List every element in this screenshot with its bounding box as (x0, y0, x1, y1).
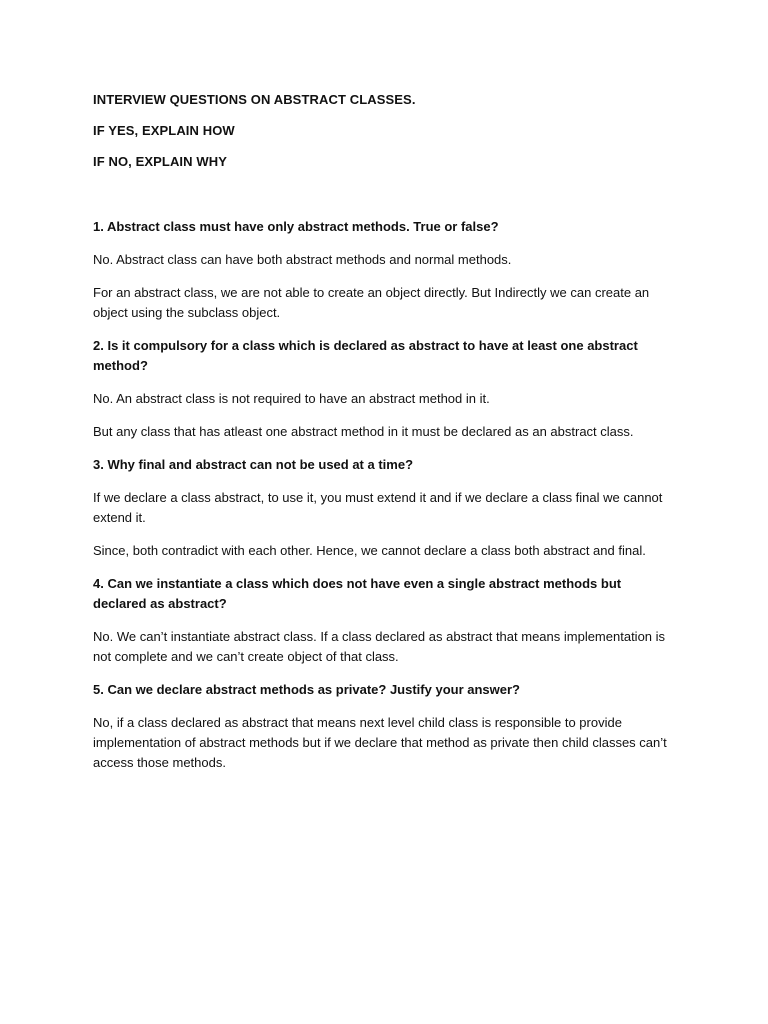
document-header (93, 90, 673, 172)
answer-4-paragraph-1: No. We can’t instantiate abstract class. If a class declared as abstract that means implementation is not complete and we can’t create object of that class. (93, 629, 666, 664)
answer-5-paragraph-1: No, if a class declared as abstract that means next level child class is responsible to provide implementation of abstract methods but if we declare that method as private then child classes can’t access those methods. (93, 715, 667, 770)
question-2: 2. Is it compulsory for a class which is declared as abstract to have at least one abstract method? (93, 338, 638, 373)
answer-3-paragraph-1: If we declare a class abstract, to use it, you must extend it and if we declare a class final we cannot extend it. (93, 490, 663, 525)
question-3: 3. Why final and abstract can not be used at a time? (93, 457, 414, 472)
question-1: 1. Abstract class must have only abstract methods. True or false? (93, 219, 499, 234)
question-5: 5. Can we declare abstract methods as private? Justify your answer? (93, 682, 520, 697)
qa-section-3 (93, 455, 673, 561)
document-page (93, 90, 673, 786)
answer-1-paragraph-1: No. Abstract class can have both abstract methods and normal methods. (93, 252, 512, 267)
instruction-if-no: IF NO, EXPLAIN WHY (93, 154, 227, 169)
answer-3-paragraph-2: Since, both contradict with each other. Hence, we cannot declare a class both abstract and final. (93, 543, 646, 558)
question-4: 4. Can we instantiate a class which does not have even a single abstract methods but declared as abstract? (93, 576, 622, 611)
answer-2-paragraph-2: But any class that has atleast one abstract method in it must be declared as an abstract class. (93, 424, 634, 439)
qa-section-5 (93, 680, 673, 773)
qa-section-1 (93, 217, 673, 323)
answer-2-paragraph-1: No. An abstract class is not required to have an abstract method in it. (93, 391, 490, 406)
qa-section-2 (93, 336, 673, 442)
instruction-if-yes: IF YES, EXPLAIN HOW (93, 123, 235, 138)
qa-section-4 (93, 574, 673, 667)
document-title: INTERVIEW QUESTIONS ON ABSTRACT CLASSES. (93, 92, 416, 107)
answer-1-paragraph-2: For an abstract class, we are not able to create an object directly. But Indirectly we can create an object using the subclass object. (93, 285, 650, 320)
